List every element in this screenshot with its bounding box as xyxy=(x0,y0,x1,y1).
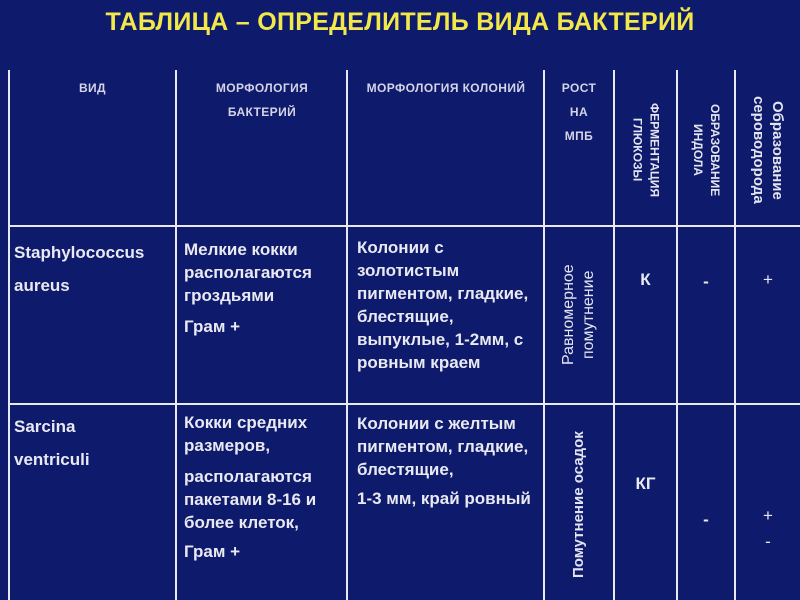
row2-growth: Помутнение осадок xyxy=(570,431,587,579)
row2-colonies-text-2: 1-3 мм, край ровный xyxy=(357,489,531,508)
row2-gram: Грам + xyxy=(184,542,241,561)
row-divider xyxy=(8,403,800,405)
row2-h2s-value: + xyxy=(763,506,773,525)
row1-species-line1: Staphylococcus xyxy=(14,243,145,262)
page-title: ТАБЛИЦА – ОПРЕДЕЛИТЕЛЬ ВИДА БАКТЕРИЙ xyxy=(105,8,695,36)
row1-glucose: К xyxy=(640,270,651,289)
row1-h2s: + xyxy=(763,270,773,289)
header-morph-bacteria: МОРФОЛОГИЯ БАКТЕРИЙ xyxy=(215,81,309,119)
row1-species xyxy=(14,236,174,302)
row1-morph-bacteria xyxy=(184,238,342,338)
row2-species-line2: ventriculi xyxy=(14,450,90,469)
row1-indole: - xyxy=(703,272,709,291)
row1-growth: Равномерное помутнение xyxy=(560,264,597,365)
header-indole: ОБРАЗОВАНИЕ ИНДОЛА xyxy=(691,103,722,197)
header-growth-line3: МПБ xyxy=(564,129,594,143)
row2-glucose: КГ xyxy=(635,474,656,493)
header-glucose: ФЕРМЕНТАЦИЯ ГЛЮКОЗЫ xyxy=(630,102,662,197)
col-divider xyxy=(8,70,10,600)
row2-h2s xyxy=(736,506,800,552)
row2-species-line1: Sarcina xyxy=(14,417,76,436)
header-species: ВИД xyxy=(78,81,107,95)
row2-morph-bacteria xyxy=(184,411,342,563)
header-morph-colonies: МОРФОЛОГИЯ КОЛОНИЙ xyxy=(366,81,526,95)
row2-indole: - xyxy=(703,510,709,529)
col-divider xyxy=(543,70,545,600)
col-divider xyxy=(346,70,348,600)
row-divider xyxy=(8,225,800,227)
row2-morph-colonies xyxy=(357,412,539,510)
row1-morph-text: Мелкие кокки располагаются гроздьями xyxy=(184,240,312,305)
row2-h2s-value-2: - xyxy=(765,532,771,551)
row2-colonies-text: Колонии с желтым пигментом, гладкие, блестящие, xyxy=(357,414,529,479)
row1-morph-colonies: Колонии с золотистым пигментом, гладкие, блестящие, выпуклые, 1-2мм, с ровным краем xyxy=(357,238,529,372)
row1-gram: Грам + xyxy=(184,317,241,336)
header-growth-line1: РОСТ xyxy=(561,81,597,95)
row2-morph-text-2: располагаются пакетами 8-16 и более клеток, xyxy=(184,467,317,532)
header-growth-line2: НА xyxy=(569,105,589,119)
col-divider xyxy=(175,70,177,600)
header-growth xyxy=(545,76,613,148)
row2-morph-text: Кокки средних размеров, xyxy=(184,413,308,455)
row2-species xyxy=(14,410,174,476)
row1-species-line2: aureus xyxy=(14,276,70,295)
header-h2s: Образование сероводорода xyxy=(750,96,786,204)
